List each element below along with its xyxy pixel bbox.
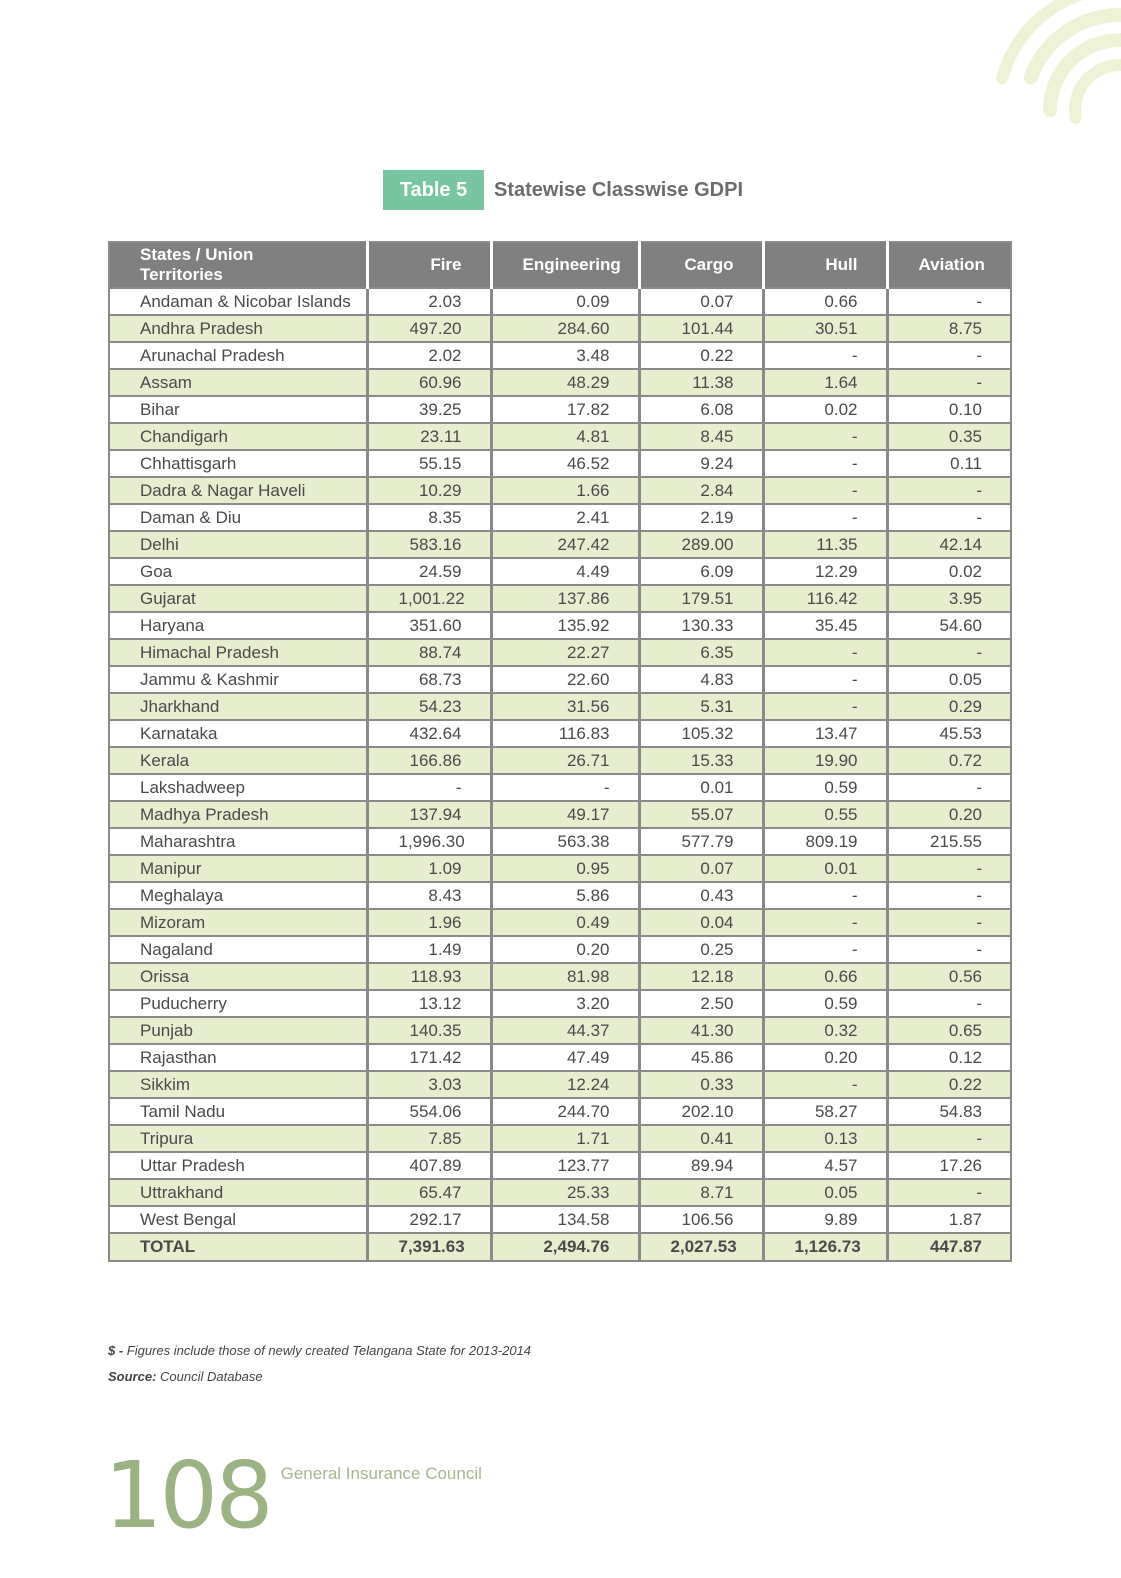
value-cell: - (763, 639, 887, 666)
value-cell: 46.52 (491, 450, 639, 477)
state-name-cell: Uttrakhand (109, 1179, 367, 1206)
value-cell: - (887, 855, 1011, 882)
value-cell: - (887, 342, 1011, 369)
organization-name: General Insurance Council (280, 1464, 482, 1483)
value-cell: 583.16 (367, 531, 491, 558)
state-name-cell: Arunachal Pradesh (109, 342, 367, 369)
state-name-cell: Gujarat (109, 585, 367, 612)
table-row (109, 1044, 1011, 1071)
value-cell: 68.73 (367, 666, 491, 693)
table-header-row (109, 242, 1011, 288)
value-cell: 0.41 (639, 1125, 763, 1152)
table-number-tag: Table 5 (383, 170, 484, 210)
footnote-mark: $ - (108, 1343, 124, 1358)
value-cell: - (763, 693, 887, 720)
table-row (109, 477, 1011, 504)
value-cell: - (887, 288, 1011, 315)
value-cell: 22.27 (491, 639, 639, 666)
value-cell: 0.05 (887, 666, 1011, 693)
state-name-cell: Chandigarh (109, 423, 367, 450)
table-row (109, 342, 1011, 369)
value-cell: 0.55 (763, 801, 887, 828)
state-name-cell: Himachal Pradesh (109, 639, 367, 666)
state-name-cell: Andaman & Nicobar Islands (109, 288, 367, 315)
value-cell: - (887, 774, 1011, 801)
value-cell: - (763, 477, 887, 504)
column-header: Aviation (887, 242, 1011, 288)
value-cell: 1.87 (887, 1206, 1011, 1233)
value-cell: 0.07 (639, 288, 763, 315)
value-cell: 292.17 (367, 1206, 491, 1233)
value-cell: 351.60 (367, 612, 491, 639)
value-cell: - (887, 1179, 1011, 1206)
value-cell: - (763, 504, 887, 531)
value-cell: 17.26 (887, 1152, 1011, 1179)
table-row (109, 1206, 1011, 1233)
total-row (109, 1233, 1011, 1261)
table-row (109, 828, 1011, 855)
value-cell: 0.22 (887, 1071, 1011, 1098)
value-cell: 497.20 (367, 315, 491, 342)
value-cell: 31.56 (491, 693, 639, 720)
value-cell: - (887, 504, 1011, 531)
value-cell: 2.19 (639, 504, 763, 531)
value-cell: - (887, 477, 1011, 504)
value-cell: 101.44 (639, 315, 763, 342)
value-cell: 0.20 (491, 936, 639, 963)
state-name-cell: Mizoram (109, 909, 367, 936)
value-cell: 289.00 (639, 531, 763, 558)
value-cell: 106.56 (639, 1206, 763, 1233)
state-name-cell: Rajasthan (109, 1044, 367, 1071)
value-cell: 1.64 (763, 369, 887, 396)
value-cell: 48.29 (491, 369, 639, 396)
value-cell: 0.20 (763, 1044, 887, 1071)
value-cell: 54.23 (367, 693, 491, 720)
table-row (109, 531, 1011, 558)
table-row (109, 504, 1011, 531)
value-cell: 8.43 (367, 882, 491, 909)
table-row (109, 774, 1011, 801)
state-name-cell: Madhya Pradesh (109, 801, 367, 828)
value-cell: - (763, 342, 887, 369)
value-cell: 58.27 (763, 1098, 887, 1125)
state-name-cell: Goa (109, 558, 367, 585)
table-row (109, 369, 1011, 396)
table-row (109, 855, 1011, 882)
value-cell: - (887, 990, 1011, 1017)
value-cell: 1,996.30 (367, 828, 491, 855)
value-cell: 0.04 (639, 909, 763, 936)
value-cell: 81.98 (491, 963, 639, 990)
table-row (109, 882, 1011, 909)
value-cell: 19.90 (763, 747, 887, 774)
value-cell: - (887, 909, 1011, 936)
value-cell: 137.94 (367, 801, 491, 828)
column-header: Engineering (491, 242, 639, 288)
table-row (109, 936, 1011, 963)
value-cell: 4.81 (491, 423, 639, 450)
state-name-cell: Sikkim (109, 1071, 367, 1098)
value-cell: 0.56 (887, 963, 1011, 990)
footnote-text: Figures include those of newly created Telangana State for 2013-2014 (123, 1343, 532, 1358)
value-cell: 0.01 (763, 855, 887, 882)
table-row (109, 990, 1011, 1017)
table-notes (108, 1343, 531, 1395)
value-cell: 1.49 (367, 936, 491, 963)
column-header: Cargo (639, 242, 763, 288)
value-cell: 13.47 (763, 720, 887, 747)
value-cell: 2.84 (639, 477, 763, 504)
value-cell: 35.45 (763, 612, 887, 639)
state-name-cell: Manipur (109, 855, 367, 882)
value-cell: 0.32 (763, 1017, 887, 1044)
value-cell: - (887, 1125, 1011, 1152)
value-cell: 171.42 (367, 1044, 491, 1071)
source-text: Council Database (156, 1369, 263, 1384)
value-cell: 116.42 (763, 585, 887, 612)
value-cell: - (763, 909, 887, 936)
value-cell: 54.83 (887, 1098, 1011, 1125)
value-cell: 15.33 (639, 747, 763, 774)
value-cell: - (763, 666, 887, 693)
value-cell: 12.18 (639, 963, 763, 990)
value-cell: 3.03 (367, 1071, 491, 1098)
value-cell: 0.65 (887, 1017, 1011, 1044)
value-cell: 1,001.22 (367, 585, 491, 612)
value-cell: 0.72 (887, 747, 1011, 774)
table-row (109, 1017, 1011, 1044)
value-cell: 0.01 (639, 774, 763, 801)
value-cell: 5.86 (491, 882, 639, 909)
value-cell: 23.11 (367, 423, 491, 450)
value-cell: 0.13 (763, 1125, 887, 1152)
table-row (109, 585, 1011, 612)
value-cell: 6.08 (639, 396, 763, 423)
state-name-cell: Jharkhand (109, 693, 367, 720)
total-value-cell: 1,126.73 (763, 1233, 887, 1261)
value-cell: 0.02 (763, 396, 887, 423)
value-cell: 0.35 (887, 423, 1011, 450)
table-row (109, 315, 1011, 342)
table-row (109, 801, 1011, 828)
value-cell: 88.74 (367, 639, 491, 666)
state-name-cell: Bihar (109, 396, 367, 423)
table-row (109, 423, 1011, 450)
value-cell: 105.32 (639, 720, 763, 747)
value-cell: 215.55 (887, 828, 1011, 855)
value-cell: 118.93 (367, 963, 491, 990)
value-cell: 202.10 (639, 1098, 763, 1125)
value-cell: 3.95 (887, 585, 1011, 612)
state-name-cell: Punjab (109, 1017, 367, 1044)
value-cell: 0.33 (639, 1071, 763, 1098)
value-cell: 123.77 (491, 1152, 639, 1179)
value-cell: 244.70 (491, 1098, 639, 1125)
page-footer (104, 1442, 482, 1549)
value-cell: 0.66 (763, 963, 887, 990)
value-cell: 24.59 (367, 558, 491, 585)
table-title: Statewise Classwise GDPI (494, 178, 744, 201)
state-name-cell: Haryana (109, 612, 367, 639)
state-name-cell: Tripura (109, 1125, 367, 1152)
state-name-cell: Delhi (109, 531, 367, 558)
value-cell: 7.85 (367, 1125, 491, 1152)
value-cell: 3.48 (491, 342, 639, 369)
value-cell: 8.45 (639, 423, 763, 450)
value-cell: - (887, 936, 1011, 963)
table-row (109, 1179, 1011, 1206)
page-number: 108 (104, 1442, 271, 1549)
value-cell: - (763, 882, 887, 909)
value-cell: - (763, 1071, 887, 1098)
value-cell: 0.43 (639, 882, 763, 909)
value-cell: - (887, 882, 1011, 909)
value-cell: 89.94 (639, 1152, 763, 1179)
column-header: States / Union Territories (109, 242, 367, 288)
value-cell: 55.07 (639, 801, 763, 828)
value-cell: 809.19 (763, 828, 887, 855)
value-cell: 432.64 (367, 720, 491, 747)
value-cell: 4.83 (639, 666, 763, 693)
value-cell: 45.86 (639, 1044, 763, 1071)
value-cell: - (763, 423, 887, 450)
state-name-cell: Dadra & Nagar Haveli (109, 477, 367, 504)
state-name-cell: Andhra Pradesh (109, 315, 367, 342)
total-value-cell: 7,391.63 (367, 1233, 491, 1261)
value-cell: 11.38 (639, 369, 763, 396)
value-cell: - (763, 936, 887, 963)
table-row (109, 450, 1011, 477)
value-cell: 47.49 (491, 1044, 639, 1071)
value-cell: 407.89 (367, 1152, 491, 1179)
value-cell: 65.47 (367, 1179, 491, 1206)
state-name-cell: Chhattisgarh (109, 450, 367, 477)
state-name-cell: Karnataka (109, 720, 367, 747)
value-cell: 0.29 (887, 693, 1011, 720)
value-cell: 0.02 (887, 558, 1011, 585)
source-label: Source: (108, 1369, 157, 1384)
value-cell: 4.49 (491, 558, 639, 585)
value-cell: 577.79 (639, 828, 763, 855)
value-cell: 0.07 (639, 855, 763, 882)
value-cell: - (367, 774, 491, 801)
gdpi-table (108, 241, 1012, 1262)
total-label-cell: TOTAL (109, 1233, 367, 1261)
value-cell: 0.49 (491, 909, 639, 936)
value-cell: 45.53 (887, 720, 1011, 747)
state-name-cell: Daman & Diu (109, 504, 367, 531)
value-cell: 22.60 (491, 666, 639, 693)
value-cell: 8.71 (639, 1179, 763, 1206)
value-cell: 1.96 (367, 909, 491, 936)
value-cell: 1.09 (367, 855, 491, 882)
table-row (109, 666, 1011, 693)
value-cell: 137.86 (491, 585, 639, 612)
value-cell: 247.42 (491, 531, 639, 558)
value-cell: 0.66 (763, 288, 887, 315)
state-name-cell: Kerala (109, 747, 367, 774)
value-cell: 2.50 (639, 990, 763, 1017)
value-cell: - (763, 450, 887, 477)
value-cell: 12.24 (491, 1071, 639, 1098)
decorative-arcs (880, 0, 1121, 280)
value-cell: 54.60 (887, 612, 1011, 639)
value-cell: 135.92 (491, 612, 639, 639)
value-cell: 39.25 (367, 396, 491, 423)
value-cell: 130.33 (639, 612, 763, 639)
value-cell: 5.31 (639, 693, 763, 720)
source-note (108, 1369, 531, 1384)
value-cell: 42.14 (887, 531, 1011, 558)
table-title-block (383, 170, 743, 210)
value-cell: 1.66 (491, 477, 639, 504)
table-row (109, 288, 1011, 315)
total-value-cell: 2,494.76 (491, 1233, 639, 1261)
column-header: Fire (367, 242, 491, 288)
state-name-cell: Maharashtra (109, 828, 367, 855)
table-row (109, 612, 1011, 639)
table-row (109, 558, 1011, 585)
value-cell: 1.71 (491, 1125, 639, 1152)
state-name-cell: Meghalaya (109, 882, 367, 909)
value-cell: 11.35 (763, 531, 887, 558)
total-value-cell: 447.87 (887, 1233, 1011, 1261)
value-cell: 60.96 (367, 369, 491, 396)
value-cell: 8.75 (887, 315, 1011, 342)
value-cell: 0.25 (639, 936, 763, 963)
value-cell: - (491, 774, 639, 801)
value-cell: 6.09 (639, 558, 763, 585)
value-cell: 6.35 (639, 639, 763, 666)
value-cell: 26.71 (491, 747, 639, 774)
value-cell: - (887, 369, 1011, 396)
state-name-cell: West Bengal (109, 1206, 367, 1233)
value-cell: 0.22 (639, 342, 763, 369)
value-cell: 0.05 (763, 1179, 887, 1206)
value-cell: 2.02 (367, 342, 491, 369)
value-cell: 30.51 (763, 315, 887, 342)
value-cell: 25.33 (491, 1179, 639, 1206)
state-name-cell: Lakshadweep (109, 774, 367, 801)
state-name-cell: Nagaland (109, 936, 367, 963)
state-name-cell: Assam (109, 369, 367, 396)
value-cell: 0.12 (887, 1044, 1011, 1071)
state-name-cell: Puducherry (109, 990, 367, 1017)
state-name-cell: Uttar Pradesh (109, 1152, 367, 1179)
table-row (109, 720, 1011, 747)
value-cell: 0.20 (887, 801, 1011, 828)
total-value-cell: 2,027.53 (639, 1233, 763, 1261)
value-cell: 49.17 (491, 801, 639, 828)
column-header: Hull (763, 242, 887, 288)
footnote (108, 1343, 531, 1358)
value-cell: 2.41 (491, 504, 639, 531)
value-cell: 166.86 (367, 747, 491, 774)
value-cell: 0.10 (887, 396, 1011, 423)
value-cell: 41.30 (639, 1017, 763, 1044)
value-cell: 3.20 (491, 990, 639, 1017)
value-cell: 140.35 (367, 1017, 491, 1044)
value-cell: 0.59 (763, 990, 887, 1017)
value-cell: 0.95 (491, 855, 639, 882)
value-cell: 563.38 (491, 828, 639, 855)
value-cell: 2.03 (367, 288, 491, 315)
value-cell: 0.59 (763, 774, 887, 801)
value-cell: 179.51 (639, 585, 763, 612)
table-row (109, 639, 1011, 666)
value-cell: 13.12 (367, 990, 491, 1017)
value-cell: 284.60 (491, 315, 639, 342)
value-cell: 4.57 (763, 1152, 887, 1179)
value-cell: 9.24 (639, 450, 763, 477)
value-cell: 44.37 (491, 1017, 639, 1044)
state-name-cell: Jammu & Kashmir (109, 666, 367, 693)
value-cell: 17.82 (491, 396, 639, 423)
value-cell: 116.83 (491, 720, 639, 747)
value-cell: 134.58 (491, 1206, 639, 1233)
table-row (109, 747, 1011, 774)
value-cell: - (887, 639, 1011, 666)
table-row (109, 1098, 1011, 1125)
table-row (109, 1125, 1011, 1152)
table-row (109, 1152, 1011, 1179)
state-name-cell: Tamil Nadu (109, 1098, 367, 1125)
value-cell: 0.11 (887, 450, 1011, 477)
table-row (109, 963, 1011, 990)
value-cell: 0.09 (491, 288, 639, 315)
value-cell: 10.29 (367, 477, 491, 504)
table-row (109, 1071, 1011, 1098)
table-row (109, 909, 1011, 936)
state-name-cell: Orissa (109, 963, 367, 990)
value-cell: 8.35 (367, 504, 491, 531)
value-cell: 9.89 (763, 1206, 887, 1233)
value-cell: 554.06 (367, 1098, 491, 1125)
table-row (109, 396, 1011, 423)
value-cell: 55.15 (367, 450, 491, 477)
value-cell: 12.29 (763, 558, 887, 585)
table-row (109, 693, 1011, 720)
